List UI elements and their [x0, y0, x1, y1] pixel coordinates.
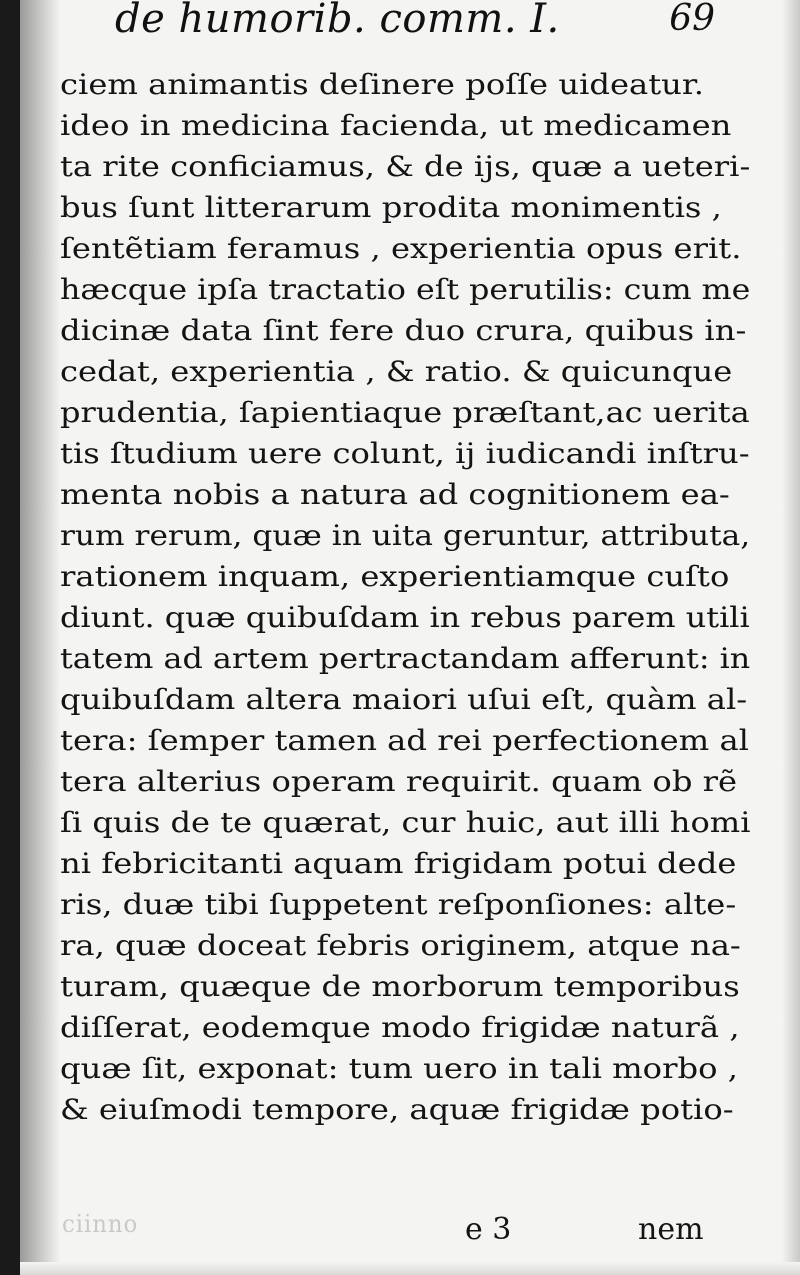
gutter-shadow — [20, 0, 60, 1275]
text-line: & eiuſmodi tempore, aquæ frigidæ potio- — [60, 1093, 734, 1126]
text-line: quæ ſit, exponat: tum uero in tali morbo , — [60, 1052, 738, 1085]
text-line: ciem animantis deſinere poſſe uideatur. — [60, 68, 705, 101]
catchword: nem — [638, 1212, 704, 1247]
text-line: tera: ſemper tamen ad rei perfectionem al — [60, 724, 749, 757]
text-line: tatem ad artem pertractandam afferunt: in — [60, 642, 751, 675]
body-text — [60, 64, 750, 1130]
text-line: rum rerum, quæ in uita geruntur, attributa, — [60, 519, 751, 552]
text-line: ideo in medicina facienda, ut medicamen — [60, 109, 732, 142]
text-line: turam, quæque de morborum temporibus — [60, 970, 740, 1003]
text-line: bus ſunt litterarum prodita monimentis , — [60, 191, 722, 224]
text-line: ta rite conficiamus, & de ijs, quæ a ueteri- — [60, 150, 751, 183]
text-line: rationem inquam, experientiamque cuſto — [60, 560, 730, 593]
text-line: ſi quis de te quærat, cur huic, aut illi homi — [60, 806, 751, 839]
text-line: diunt. quæ quibuſdam in rebus parem utili — [60, 601, 750, 634]
book-page — [20, 0, 800, 1275]
running-title: de humorib. comm. I. — [115, 0, 560, 42]
text-line: diſſerat, eodemque modo frigidæ naturã , — [60, 1011, 740, 1044]
running-head — [115, 0, 715, 60]
text-line: hæcque ipſa tractatio eſt perutilis: cum me — [60, 273, 751, 306]
bleed-through-text: ciinno — [62, 1210, 139, 1238]
text-line: ris, duæ tibi ſuppetent reſponſiones: alte- — [60, 888, 737, 921]
text-line: prudentia, ſapientiaque præſtant,ac uerita — [60, 396, 750, 429]
text-line: ſentẽtiam feramus , experientia opus erit. — [60, 232, 742, 265]
text-line: tera alterius operam requirit. quam ob rẽ — [60, 765, 738, 798]
page-footer — [20, 1212, 800, 1262]
page-bottom-edge — [20, 1262, 800, 1275]
text-line: cedat, experientia , & ratio. & quicunque — [60, 355, 733, 388]
text-line: ra, quæ doceat febris originem, atque na- — [60, 929, 741, 962]
text-line: menta nobis a natura ad cognitionem ea- — [60, 478, 730, 511]
text-line: ni febricitanti aquam frigidam potui dede — [60, 847, 737, 880]
text-line: quibuſdam altera maiori uſui eſt, quàm al- — [60, 683, 748, 716]
page-number: 69 — [669, 0, 715, 39]
text-line: dicinæ data ſint fere duo crura, quibus in- — [60, 314, 747, 347]
signature-mark: e 3 — [465, 1212, 512, 1247]
text-line: tis ſtudium uere colunt, ij iudicandi inſtru- — [60, 437, 750, 470]
